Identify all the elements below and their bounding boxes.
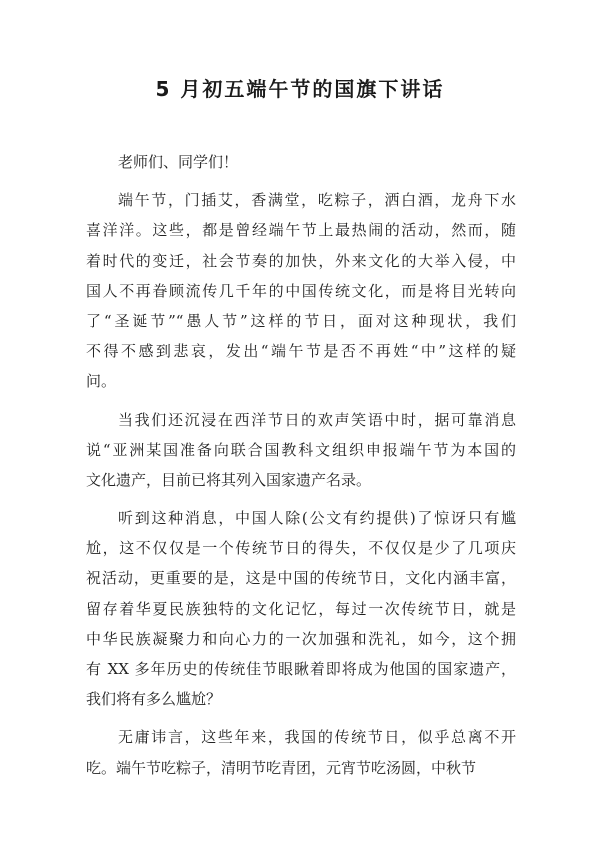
text-line: 着时代的变迁，社会节奏的加快，外来文化的大举入侵，中 (86, 251, 516, 270)
text-line: 说“亚洲某国准备向联合国教科文组织申报端午节为本国的 (86, 440, 516, 459)
text-line: 吃。端午节吃粽子，清明节吃青团，元宵节吃汤圆，中秋节 (86, 758, 477, 777)
text-line: 祝活动，更重要的是，这是中国的传统节日，文化内涵丰富， (86, 569, 516, 588)
text-line: 无庸讳言，这些年来，我国的传统节日，似乎总离不开 (118, 728, 516, 747)
text-line: 端午节，门插艾，香满堂，吃粽子，洒白酒，龙舟下水 (118, 191, 516, 210)
text-line: 有 XX 多年历史的传统佳节眼瞅着即将成为他国的国家遗产， (86, 660, 516, 678)
text-line: 当我们还沉浸在西洋节日的欢声笑语中时，据可靠消息 (118, 410, 516, 429)
document-body (86, 147, 516, 791)
greeting (86, 147, 516, 177)
paragraph-1 (86, 185, 516, 396)
text-line: 喜洋洋。这些，都是曾经端午节上最热闹的活动，然而，随 (86, 221, 516, 240)
text-line: 留存着华夏民族独特的文化记忆，每过一次传统节日，就是 (86, 599, 516, 618)
text-line: 国人不再眷顾流传几千年的中国传统文化，而是将目光转向 (86, 281, 516, 300)
text-line: 了“圣诞节”“愚人节”这样的节日，面对这种现状，我们 (86, 311, 516, 330)
paragraph-3 (86, 503, 516, 714)
text-line: 中华民族凝聚力和向心力的一次加强和洗礼，如今，这个拥 (86, 629, 516, 648)
page-title: 5 月初五端午节的国旗下讲话 (155, 77, 445, 101)
text-line: 文化遗产，目前已将其列入国家遗产名录。 (86, 470, 372, 489)
text-line: 不得不感到悲哀，发出“端午节是否不再姓“中”这样的疑 (86, 342, 516, 361)
paragraph-2 (86, 405, 516, 496)
text-line: 我们将有多么尴尬？ (86, 690, 222, 709)
text-line: 听到这种消息，中国人除(公文有约提供)了惊讶只有尴 (118, 509, 516, 528)
text-line: 问。 (86, 372, 117, 391)
text-line: 尬，这不仅仅是一个传统节日的得失，不仅仅是少了几项庆 (86, 539, 516, 558)
paragraph-4 (86, 722, 516, 782)
text-line: 老师们、同学们！ (118, 153, 239, 171)
